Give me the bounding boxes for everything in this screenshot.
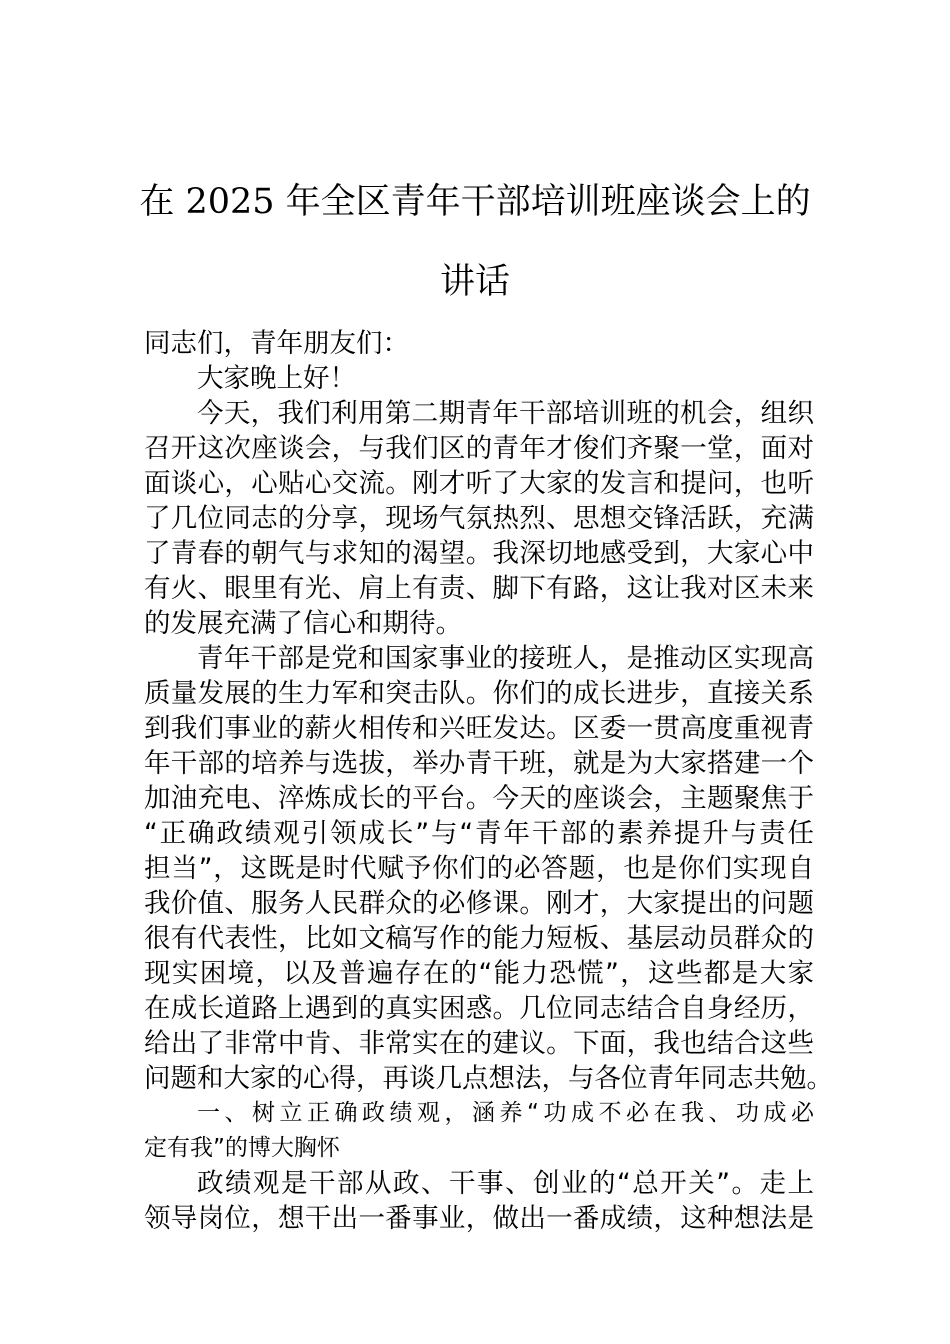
title-line-1: 在 2025 年全区青年干部培训班座谈会上的	[139, 182, 811, 222]
paragraph-line: 青年干部是党和国家事业的接班人，是推动区实现高	[197, 643, 814, 674]
paragraph-line: “正确政绩观引领成长”与“青年干部的素养提升与责任	[144, 818, 814, 849]
paragraph-line: 在成长道路上遇到的真实困惑。几位同志结合自身经历，	[144, 993, 814, 1024]
paragraph-line: 今天，我们利用第二期青年干部培训班的机会，组织	[197, 398, 814, 429]
paragraph-line: 很有代表性，比如文稿写作的能力短板、基层动员群众的	[144, 923, 814, 954]
paragraph-line: 给出了非常中肯、非常实在的建议。下面，我也结合这些	[144, 1028, 814, 1059]
paragraph-line: 现实困境，以及普遍存在的“能力恐慌”，这些都是大家	[144, 958, 814, 989]
paragraph-line: 领导岗位，想干出一番事业，做出一番成绩，这种想法是	[144, 1203, 814, 1234]
title-line-2: 讲话	[439, 262, 510, 302]
document-title	[120, 162, 830, 322]
paragraph-line: 召开这次座谈会，与我们区的青年才俊们齐聚一堂，面对	[144, 433, 814, 464]
paragraph-line: 有火、眼里有光、肩上有责、脚下有路，这让我对区未来	[144, 573, 814, 604]
paragraph-line: 到我们事业的薪火相传和兴旺发达。区委一贯高度重视青	[144, 713, 814, 744]
paragraph-line: 质量发展的生力军和突击队。你们的成长进步，直接关系	[144, 678, 814, 709]
section-heading-line: 定有我”的博大胸怀	[144, 1135, 340, 1161]
paragraph-line: 担当”，这既是时代赋予你们的必答题，也是你们实现自	[144, 853, 814, 884]
paragraph-line: 了几位同志的分享，现场气氛热烈、思想交锋活跃，充满	[144, 503, 814, 534]
greeting: 大家晚上好！	[197, 363, 356, 394]
document-body	[144, 326, 833, 1236]
paragraph-line: 了青春的朝气与求知的渴望。我深切地感受到，大家心中	[144, 538, 814, 569]
paragraph-line: 加油充电、淬炼成长的平台。今天的座谈会，主题聚焦于	[144, 783, 814, 814]
section-heading-line: 一、树立正确政绩观，涵养“功成不必在我、功成必	[197, 1100, 814, 1126]
paragraph-line: 年干部的培养与选拔，举办青干班，就是为大家搭建一个	[144, 748, 814, 779]
paragraph-line: 问题和大家的心得，再谈几点想法，与各位青年同志共勉。	[144, 1063, 833, 1094]
paragraph-line: 的发展充满了信心和期待。	[144, 608, 462, 639]
salutation: 同志们，青年朋友们：	[144, 328, 409, 359]
paragraph-line: 我价值、服务人民群众的必修课。刚才，大家提出的问题	[144, 888, 814, 919]
paragraph-line: 政绩观是干部从政、干事、创业的“总开关”。走上	[197, 1168, 814, 1199]
paragraph-line: 面谈心，心贴心交流。刚才听了大家的发言和提问，也听	[144, 468, 814, 499]
